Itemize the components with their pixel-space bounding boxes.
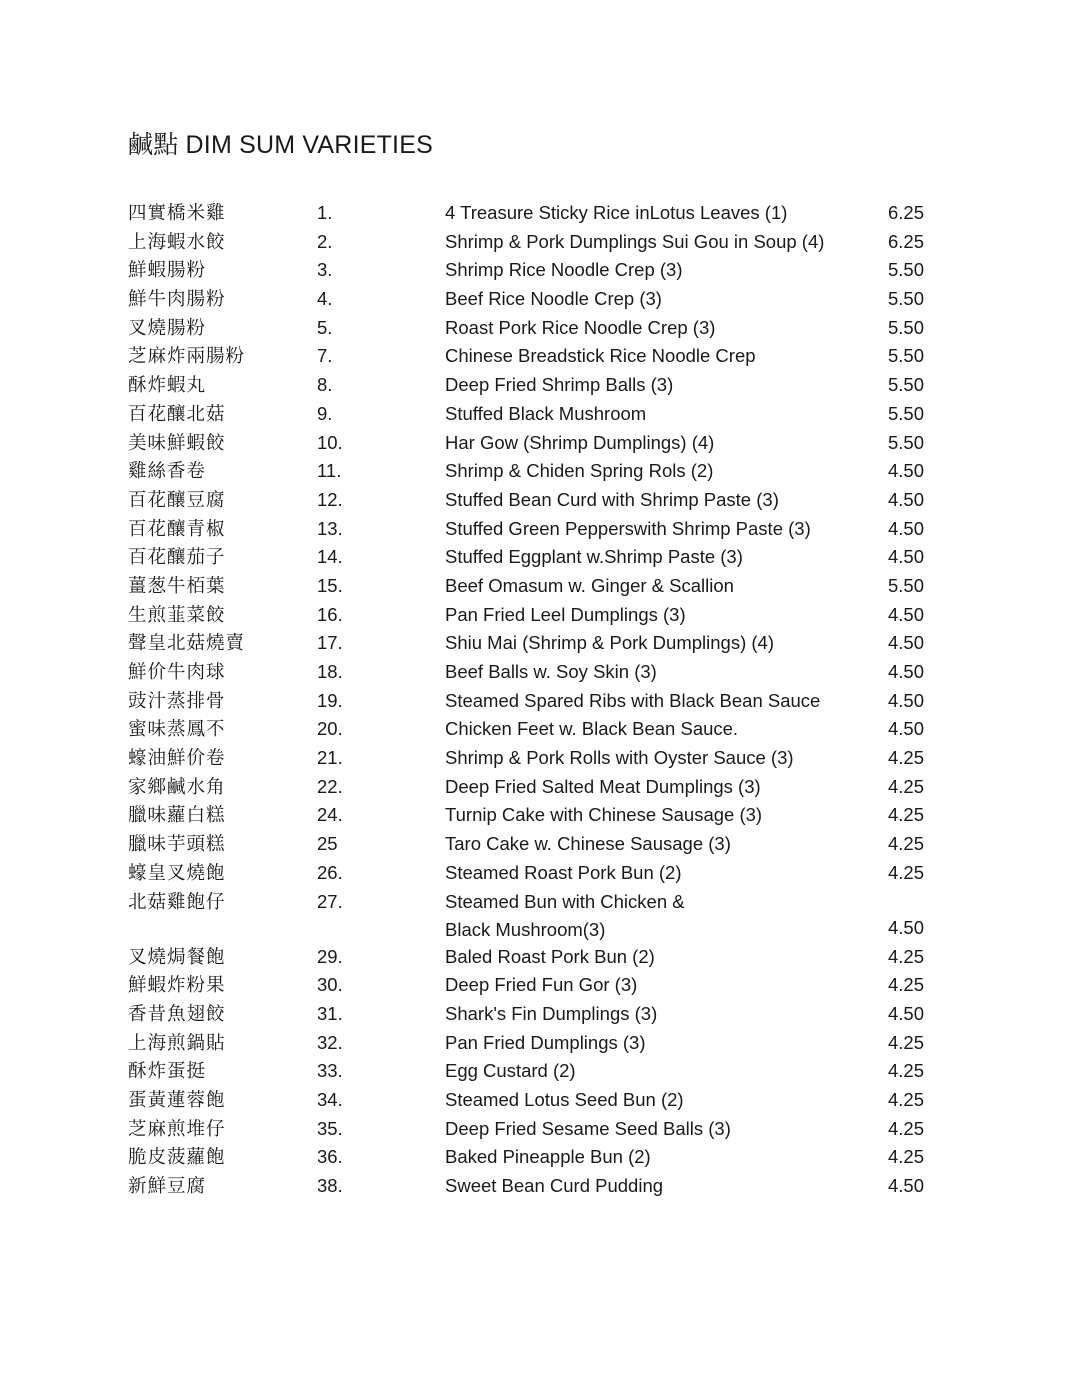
item-number: 17. — [317, 632, 343, 654]
item-chinese-name: 上海煎鍋貼 — [128, 1031, 226, 1053]
item-chinese-name: 蠔皇叉燒飽 — [128, 861, 226, 883]
item-price: 4.25 — [888, 1088, 925, 1110]
item-chinese-name: 鮮牛肉腸粉 — [128, 288, 226, 310]
item-number: 24. — [317, 804, 343, 826]
menu-item — [128, 601, 948, 630]
item-english-name: Baked Pineapple Bun (2) — [445, 1146, 651, 1168]
item-chinese-name: 聲皇北菇燒賣 — [128, 632, 246, 654]
item-number: 14. — [317, 546, 343, 568]
item-price: 6.25 — [888, 230, 925, 252]
menu-item — [128, 1057, 948, 1086]
menu-item — [128, 629, 948, 658]
item-price: 4.50 — [888, 632, 925, 654]
item-number: 7. — [317, 345, 333, 367]
item-english-name: Egg Custard (2) — [445, 1060, 576, 1082]
item-chinese-name: 雞絲香卷 — [128, 460, 207, 482]
item-english-name: Steamed Roast Pork Bun (2) — [445, 861, 682, 883]
menu-item — [128, 658, 948, 687]
item-chinese-name: 叉燒腸粉 — [128, 316, 207, 338]
item-english-name: Steamed Spared Ribs with Black Bean Sauce — [445, 689, 821, 711]
item-price: 4.50 — [888, 1002, 925, 1024]
item-english-name: Beef Rice Noodle Crep (3) — [445, 288, 662, 310]
item-english-name: Steamed Lotus Seed Bun (2) — [445, 1088, 684, 1110]
item-price: 5.50 — [888, 259, 925, 281]
item-price: 5.50 — [888, 402, 925, 424]
item-english-name: Stuffed Green Pepperswith Shrimp Paste (3) — [445, 517, 811, 539]
menu-item — [128, 1000, 948, 1029]
item-number: 21. — [317, 747, 343, 769]
item-price: 4.50 — [888, 1175, 925, 1196]
menu-item — [128, 943, 948, 972]
item-english-name: Shiu Mai (Shrimp & Pork Dumplings) (4) — [445, 632, 774, 654]
item-price: 5.50 — [888, 345, 925, 367]
item-english-name: Shrimp & Pork Dumplings Sui Gou in Soup (4) — [445, 230, 825, 252]
menu-item — [128, 888, 948, 943]
item-price: 4.25 — [888, 1031, 925, 1053]
menu-item — [128, 285, 948, 314]
menu-item — [128, 1086, 948, 1115]
menu-item — [128, 830, 948, 859]
item-number: 34. — [317, 1088, 343, 1110]
item-price: 4.25 — [888, 833, 925, 855]
item-price: 4.25 — [888, 861, 925, 883]
menu-item — [128, 342, 948, 371]
menu-item — [128, 371, 948, 400]
item-english-name: Shrimp & Chiden Spring Rols (2) — [445, 460, 714, 482]
item-chinese-name: 臘味芋頭糕 — [128, 833, 226, 855]
item-price: 4.25 — [888, 1060, 925, 1082]
item-chinese-name: 新鮮豆腐 — [128, 1175, 207, 1196]
item-number: 38. — [317, 1175, 343, 1196]
item-chinese-name: 蠔油鮮价卷 — [128, 747, 226, 769]
item-chinese-name: 叉燒焗餐飽 — [128, 945, 226, 967]
item-english-name: Chicken Feet w. Black Bean Sauce. — [445, 718, 739, 740]
item-number: 22. — [317, 775, 343, 797]
item-english-name: Taro Cake w. Chinese Sausage (3) — [445, 833, 731, 855]
item-number: 20. — [317, 718, 343, 740]
menu-item — [128, 859, 948, 888]
menu-item — [128, 543, 948, 572]
item-chinese-name: 芝麻煎堆仔 — [128, 1117, 226, 1139]
item-price: 6.25 — [888, 202, 925, 223]
item-chinese-name: 生煎韮菜餃 — [128, 603, 226, 625]
item-number: 1. — [317, 202, 333, 223]
menu-item — [128, 486, 948, 515]
item-english-name: Har Gow (Shrimp Dumplings) (4) — [445, 431, 715, 453]
item-number: 33. — [317, 1060, 343, 1082]
item-price: 4.25 — [888, 1117, 925, 1139]
menu-item — [128, 1115, 948, 1144]
item-number: 11. — [317, 460, 342, 482]
item-number: 25 — [317, 833, 338, 855]
menu-item — [128, 801, 948, 830]
item-chinese-name: 鮮价牛肉球 — [128, 661, 226, 682]
item-english-name: Deep Fried Fun Gor (3) — [445, 974, 638, 996]
menu-item — [128, 572, 948, 601]
item-number: 16. — [317, 603, 343, 625]
item-chinese-name: 美味鮮蝦餃 — [128, 431, 226, 453]
menu-item — [128, 228, 948, 257]
item-english-name: Chinese Breadstick Rice Noodle Crep — [445, 345, 756, 367]
item-chinese-name: 酥炸蝦丸 — [128, 374, 207, 396]
item-chinese-name: 脆皮菠蘿飽 — [128, 1146, 226, 1168]
menu-item — [128, 515, 948, 544]
item-price: 4.50 — [888, 488, 925, 510]
item-chinese-name: 蛋黃蓮蓉飽 — [128, 1088, 226, 1110]
item-number: 35. — [317, 1117, 343, 1139]
item-chinese-name: 家鄉鹹水角 — [128, 775, 226, 797]
item-english-name: Shrimp & Pork Rolls with Oyster Sauce (3) — [445, 747, 794, 769]
item-chinese-name: 臘味蘿白糕 — [128, 804, 226, 826]
item-chinese-name: 鮮蝦腸粉 — [128, 259, 207, 281]
item-price: 4.50 — [888, 661, 925, 682]
item-number: 5. — [317, 316, 333, 338]
item-chinese-name: 香昔魚翅餃 — [128, 1002, 226, 1024]
item-english-name: Shrimp Rice Noodle Crep (3) — [445, 259, 683, 281]
item-price: 5.50 — [888, 374, 925, 396]
item-chinese-name: 百花釀青椒 — [128, 517, 226, 539]
item-price: 4.50 — [888, 546, 925, 568]
item-number: 18. — [317, 661, 343, 682]
item-price: 4.50 — [888, 718, 925, 740]
item-english-name: Baled Roast Pork Bun (2) — [445, 945, 655, 967]
item-price: 4.50 — [888, 603, 925, 625]
item-english-name: Sweet Bean Curd Pudding — [445, 1175, 664, 1196]
menu-item — [128, 687, 948, 716]
menu-item — [128, 773, 948, 802]
item-price: 5.50 — [888, 288, 925, 310]
item-price: 5.50 — [888, 316, 925, 338]
item-number: 27. — [317, 890, 343, 912]
item-price: 4.50 — [888, 689, 925, 711]
item-price: 5.50 — [888, 431, 925, 453]
item-number: 12. — [317, 488, 343, 510]
item-price: 4.25 — [888, 775, 925, 797]
item-number: 32. — [317, 1031, 343, 1053]
item-number: 4. — [317, 288, 333, 310]
item-number: 19. — [317, 689, 343, 711]
item-number: 36. — [317, 1146, 343, 1168]
item-chinese-name: 百花釀豆腐 — [128, 488, 226, 510]
item-english-name: Deep Fried Sesame Seed Balls (3) — [445, 1117, 731, 1139]
item-chinese-name: 百花釀北菇 — [128, 402, 226, 424]
item-number: 13. — [317, 517, 343, 539]
item-chinese-name: 薑葱牛栢葉 — [128, 574, 226, 596]
item-price: 4.25 — [888, 804, 925, 826]
item-english-name: Stuffed Bean Curd with Shrimp Paste (3) — [445, 488, 779, 510]
item-english-name: Shark's Fin Dumplings (3) — [445, 1002, 658, 1024]
item-chinese-name: 四實橋米雞 — [128, 202, 226, 223]
item-chinese-name: 酥炸蛋挺 — [128, 1060, 207, 1082]
item-english-name: Pan Fried Leel Dumplings (3) — [445, 603, 686, 625]
item-price: 4.25 — [888, 945, 925, 967]
item-chinese-name: 芝麻炸兩腸粉 — [128, 345, 246, 367]
menu-item — [128, 314, 948, 343]
item-english-name: Pan Fried Dumplings (3) — [445, 1031, 646, 1053]
item-number: 3. — [317, 259, 333, 281]
menu-item — [128, 256, 948, 285]
item-chinese-name: 北菇雞飽仔 — [128, 890, 226, 912]
item-price: 4.25 — [888, 974, 925, 996]
item-english-name-line1: Steamed Bun with Chicken & — [445, 890, 685, 912]
item-price: 4.25 — [888, 1146, 925, 1168]
item-english-name: Beef Omasum w. Ginger & Scallion — [445, 574, 734, 596]
page-title: 鹹點 DIM SUM VARIETIES — [128, 131, 433, 159]
menu-item — [128, 457, 948, 486]
menu-item — [128, 199, 948, 228]
item-english-name-line2: Black Mushroom(3) — [445, 919, 606, 941]
item-number: 9. — [317, 402, 333, 424]
menu-item — [128, 971, 948, 1000]
menu-item — [128, 1143, 948, 1172]
item-price: 4.50 — [888, 917, 925, 938]
menu-item — [128, 1029, 948, 1058]
item-number: 10. — [317, 431, 343, 453]
item-english-name — [445, 888, 685, 945]
item-english-name: Deep Fried Shrimp Balls (3) — [445, 374, 674, 396]
item-chinese-name: 蜜味蒸鳳不 — [128, 718, 226, 740]
item-english-name: 4 Treasure Sticky Rice inLotus Leaves (1) — [445, 202, 788, 223]
item-number: 26. — [317, 861, 343, 883]
menu-item — [128, 1172, 948, 1201]
menu-item — [128, 744, 948, 773]
item-english-name: Beef Balls w. Soy Skin (3) — [445, 661, 657, 682]
menu-item — [128, 400, 948, 429]
item-number: 31. — [317, 1002, 343, 1024]
item-chinese-name: 豉汁蒸排骨 — [128, 689, 226, 711]
item-english-name: Deep Fried Salted Meat Dumplings (3) — [445, 775, 761, 797]
menu-item — [128, 429, 948, 458]
item-price: 4.25 — [888, 747, 925, 769]
item-price: 5.50 — [888, 574, 925, 596]
item-english-name: Roast Pork Rice Noodle Crep (3) — [445, 316, 716, 338]
item-english-name: Turnip Cake with Chinese Sausage (3) — [445, 804, 763, 826]
item-chinese-name: 百花釀茄子 — [128, 546, 226, 568]
menu-list — [128, 199, 948, 1201]
item-english-name: Stuffed Eggplant w.Shrimp Paste (3) — [445, 546, 743, 568]
item-chinese-name: 上海蝦水餃 — [128, 230, 226, 252]
item-number: 8. — [317, 374, 333, 396]
item-price: 4.50 — [888, 460, 925, 482]
item-number: 2. — [317, 230, 333, 252]
item-price: 4.50 — [888, 517, 925, 539]
item-number: 29. — [317, 945, 343, 967]
item-chinese-name: 鮮蝦炸粉果 — [128, 974, 226, 996]
item-number: 30. — [317, 974, 343, 996]
item-number: 15. — [317, 574, 343, 596]
item-english-name: Stuffed Black Mushroom — [445, 402, 647, 424]
menu-item — [128, 715, 948, 744]
